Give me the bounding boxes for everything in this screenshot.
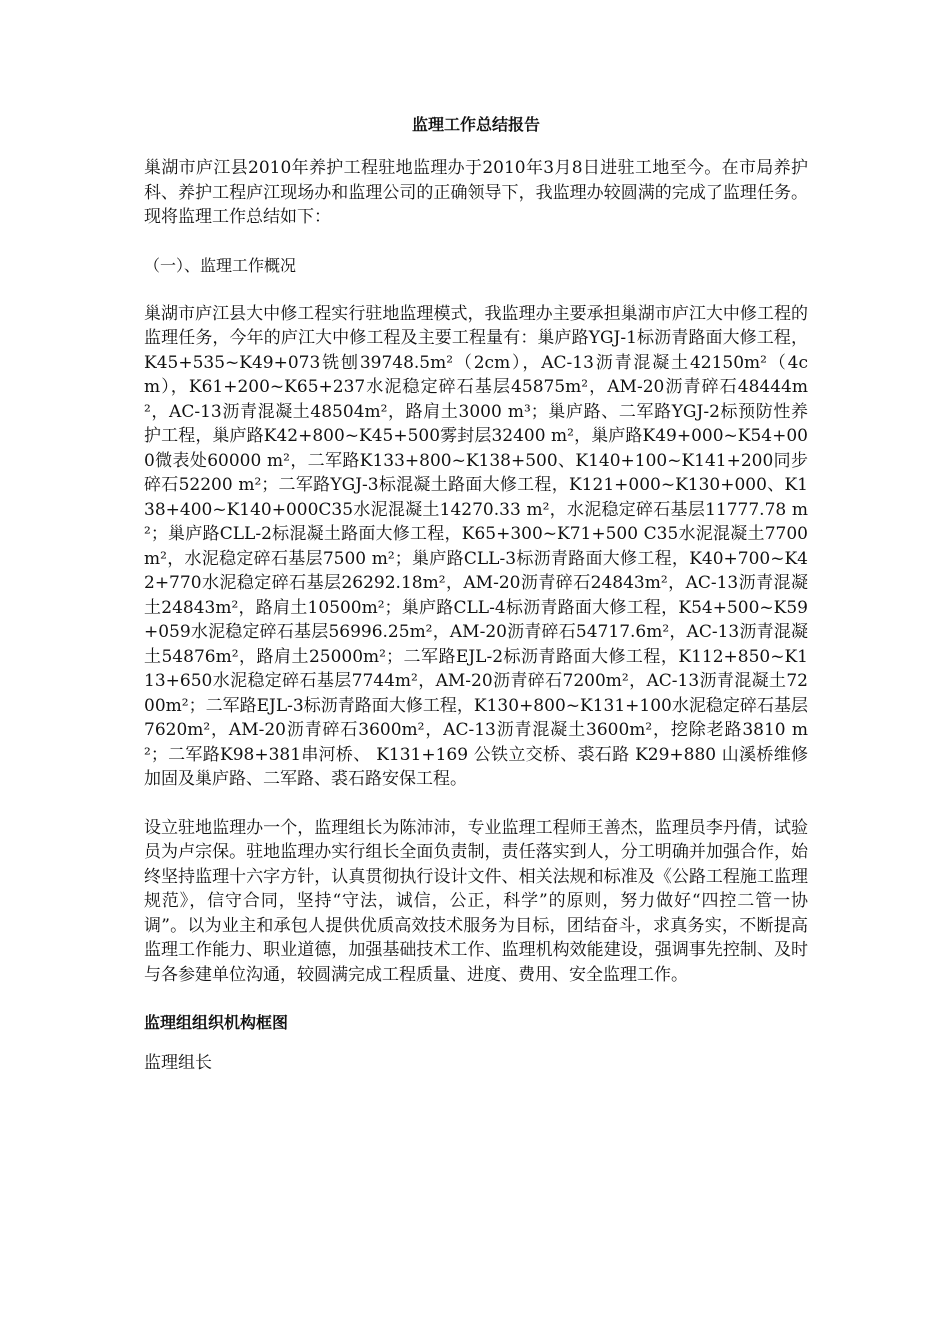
section-heading-overview: （一）、监理工作概况	[144, 255, 297, 275]
intro-paragraph: 巢湖市庐江县2010年养护工程驻地监理办于2010年3月8日进驻工地至今。在市局养护科、养护工程庐江现场办和监理公司的正确领导下，我监理办较圆满的完成了监理任务。现将监理工作总结如下：	[144, 158, 808, 227]
document-title: 监理工作总结报告	[411, 115, 540, 134]
org-chart-heading: 监理组组织机构框图	[144, 1013, 289, 1032]
document-page	[144, 112, 808, 1075]
staffing-paragraph: 设立驻地监理办一个，监理组长为陈沛沛，专业监理工程师王善杰，监理员李丹倩，试验员为卢宗保。驻地监理办实行组长全面负责制，责任落实到人，分工明确并加强合作，始终坚持监理十六字方针，认真贯彻执行设计文件、相关法规和标准及《公路工程施工监理规范》，信守合同，坚持“守法，诚信，公正，科学”的原则，努力做好“四控二管一协调”。以为业主和承包人提供优质高效技术服务为目标，团结奋斗，求真务实，不断提高监理工作能力、职业道德，加强基础技术工作、监理机构效能建设，强调事先控制、及时与各参建单位沟通，较圆满完成工程质量、进度、费用、安全监理工作。	[144, 817, 808, 985]
org-chart-top-node: 监理组长	[144, 1053, 212, 1073]
overview-paragraph: 巢湖市庐江县大中修工程实行驻地监理模式，我监理办主要承担巢湖市庐江大中修工程的监理任务，今年的庐江大中修工程及主要工程量有：巢庐路YGJ-1标沥青路面大修工程，K45+535~K49+073铣刨39748.5m²（2cm），AC-13沥青混凝土42150m²（4cm），K61+200~K65+237水泥稳定碎石基层45875m²，AM-20沥青碎石48444m²，AC-13沥青混凝土48504m²，路肩土3000 m³；巢庐路、二军路YGJ-2标预防性养护工程，巢庐路K42+800~K45+500雾封层32400 m²，巢庐路K49+000~K54+000微表处60000 m²，二军路K133+800~K138+500、K140+100~K141+200同步碎石52200 m²；二军路YGJ-3标混凝土路面大修工程，K121+000~K130+000、K138+400~K140+000C35水泥混凝土14270.33 m²，水泥稳定碎石基层11777.78 m²；巢庐路CLL-2标混凝土路面大修工程，K65+300~K71+500 C35水泥混凝土7700 m²，水泥稳定碎石基层7500 m²；巢庐路CLL-3标沥青路面大修工程，K40+700~K42+770水泥稳定碎石基层26292.18m²，AM-20沥青碎石24843m²，AC-13沥青混凝土24843m²，路肩土10500m²；巢庐路CLL-4标沥青路面大修工程，K54+500~K59+059水泥稳定碎石基层56996.25m²，AM-20沥青碎石54717.6m²，AC-13沥青混凝土54876m²，路肩土25000m²；二军路EJL-2标沥青路面大修工程，K112+850~K113+650水泥稳定碎石基层7744m²，AM-20沥青碎石7200m²，AC-13沥青混凝土7200m²；二军路EJL-3标沥青路面大修工程，K130+800~K131+100水泥稳定碎石基层7620m²，AM-20沥青碎石3600m²，AC-13沥青混凝土3600m²，挖除老路3810 m²；二军路K98+381串河桥、 K131+169 公铁立交桥、裘石路 K29+880 山溪桥维修加固及巢庐路、二军路、裘石路安保工程。	[144, 303, 808, 789]
